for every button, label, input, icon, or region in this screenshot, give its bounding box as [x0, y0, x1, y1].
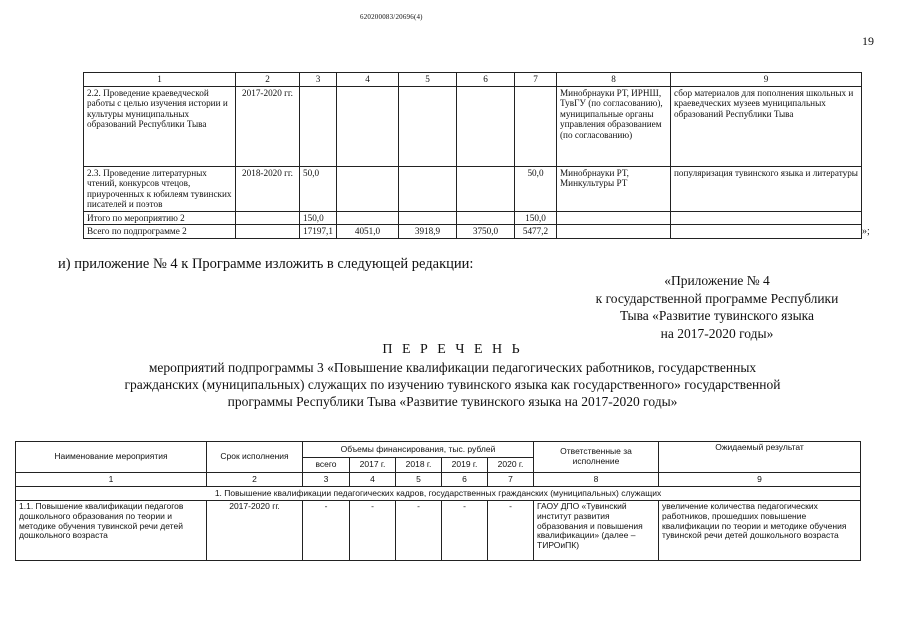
activity-term: 2018-2020 гг. — [236, 166, 300, 211]
col-number: 2 — [207, 473, 303, 487]
activity-name: 1.1. Повышение квалификации педагогов дошкольного образования по теории и методике обучения тувинской речи детей дошкольного возраста — [16, 501, 207, 561]
cell-2018 — [399, 211, 457, 225]
table-row — [84, 211, 862, 225]
cell-2017 — [337, 211, 399, 225]
cell-2017 — [337, 166, 399, 211]
activity-name: 2.3. Проведение литературных чтений, конкурсов чтецов, приуроченных к юбилеям тувинских писателей и поэтов — [84, 166, 236, 211]
closing-quote: »; — [862, 226, 870, 237]
col-number: 3 — [303, 473, 350, 487]
cell-2018 — [399, 166, 457, 211]
responsible — [557, 211, 671, 225]
section-row — [16, 487, 861, 501]
header-responsible: Ответственные за исполнение — [534, 442, 659, 473]
expected-result: популяризация тувинского языка и литературы — [671, 166, 862, 211]
cell-total — [300, 86, 337, 166]
header-2020: 2020 г. — [488, 458, 534, 473]
table1-header-row — [84, 73, 862, 87]
col-number: 1 — [16, 473, 207, 487]
cell-2017 — [337, 86, 399, 166]
responsible: Минобрнауки РТ, Минкультуры РТ — [557, 166, 671, 211]
col-number: 5 — [396, 473, 442, 487]
header-2018: 2018 г. — [396, 458, 442, 473]
responsible: Минобрнауки РТ, ИРНШ, ТувГУ (по согласованию), муниципальные органы управления образованием (по согласованию) — [557, 86, 671, 166]
appendix-line: на 2017-2020 годы» — [660, 325, 774, 341]
header-2019: 2019 г. — [442, 458, 488, 473]
cell-2018 — [399, 86, 457, 166]
table1-col-5: 5 — [399, 73, 457, 87]
appendix-line: к государственной программе Республики — [595, 290, 839, 306]
col-number: 6 — [442, 473, 488, 487]
table2-number-row — [16, 473, 861, 487]
table1-col-7: 7 — [515, 73, 557, 87]
cell-2019 — [457, 211, 515, 225]
table1-col-2: 2 — [236, 73, 300, 87]
table-row — [84, 86, 862, 166]
cell-2020: - — [488, 501, 534, 561]
total-label: Всего по подпрограмме 2 — [84, 225, 236, 239]
header-term: Срок исполнения — [207, 442, 303, 473]
table1-col-4: 4 — [337, 73, 399, 87]
activity-term: 2017-2020 гг. — [207, 501, 303, 561]
continuation-table — [83, 72, 862, 239]
cell-2020 — [515, 86, 557, 166]
cell-2019 — [457, 166, 515, 211]
header-finance: Объемы финансирования, тыс. рублей — [303, 442, 534, 458]
cell-total: 50,0 — [300, 166, 337, 211]
expected-result — [671, 211, 862, 225]
cell-total: 17197,1 — [300, 225, 337, 239]
cell-2019 — [457, 86, 515, 166]
table-row — [16, 501, 861, 561]
subtotal-label: Итого по мероприятию 2 — [84, 211, 236, 225]
document-subtitle: мероприятий подпрограммы 3 «Повышение квалификации педагогических работников, государственных гражданских (муниципальных) служащих по изучению тувинского языка как государственного» государственной программы Республики Тыва «Развитие тувинского языка на 2017-2020 годы» — [124, 360, 781, 409]
cell-2020: 50,0 — [515, 166, 557, 211]
activity-term — [236, 225, 300, 239]
amendment-intro: и) приложение № 4 к Программе изложить в следующей редакции: — [58, 256, 474, 272]
appendix-line: «Приложение № 4 — [664, 273, 770, 288]
col-number: 9 — [659, 473, 861, 487]
cell-2018: 3918,9 — [399, 225, 457, 239]
table2-header-row — [16, 442, 861, 458]
section-title: 1. Повышение квалификации педагогических кадров, государственных гражданских (муниципальных) служащих — [16, 487, 861, 501]
table1-col-9: 9 — [671, 73, 862, 87]
cell-2019: - — [442, 501, 488, 561]
activity-name: 2.2. Проведение краеведческой работы с целью изучения истории и культуры муниципальных образований Республики Тыва — [84, 86, 236, 166]
expected-result: сбор материалов для пополнения школьных и краеведческих музеев муниципальных образований Республики Тыва — [671, 86, 862, 166]
header-2017: 2017 г. — [350, 458, 396, 473]
appendix-line: Тыва «Развитие тувинского языка — [619, 308, 815, 324]
header-name: Наименование мероприятия — [16, 442, 207, 473]
cell-total: 150,0 — [300, 211, 337, 225]
header-result: Ожидаемый результат — [659, 442, 861, 473]
table-row — [84, 225, 862, 239]
page-number: 19 — [862, 34, 874, 48]
cell-2017: - — [350, 501, 396, 561]
responsible — [557, 225, 671, 239]
table-row — [84, 166, 862, 211]
col-number: 7 — [488, 473, 534, 487]
cell-2018: - — [396, 501, 442, 561]
table1-col-3: 3 — [300, 73, 337, 87]
expected-result: увеличение количества педагогических работников, прошедших повышение квалификации по теории и методике обучения тувинской речи детей дошкольного возраста — [659, 501, 861, 561]
cell-total: - — [303, 501, 350, 561]
col-number: 4 — [350, 473, 396, 487]
table1-col-8: 8 — [557, 73, 671, 87]
activities-table — [15, 441, 861, 561]
header-total: всего — [303, 458, 350, 473]
expected-result — [671, 225, 862, 239]
cell-2019: 3750,0 — [457, 225, 515, 239]
activity-term: 2017-2020 гг. — [236, 86, 300, 166]
activity-term — [236, 211, 300, 225]
cell-2020: 5477,2 — [515, 225, 557, 239]
col-number: 8 — [534, 473, 659, 487]
table1-col-1: 1 — [84, 73, 236, 87]
cell-2017: 4051,0 — [337, 225, 399, 239]
table1-col-6: 6 — [457, 73, 515, 87]
responsible: ГАОУ ДПО «Тувинский институт развития образования и повышения квалификации» (далее – ТИРОиПК) — [534, 501, 659, 561]
document-id: 620200083/20696(4) — [360, 13, 423, 21]
appendix-header — [567, 272, 867, 342]
cell-2020: 150,0 — [515, 211, 557, 225]
document-title: П Е Р Е Ч Е Н Ь — [382, 342, 523, 357]
